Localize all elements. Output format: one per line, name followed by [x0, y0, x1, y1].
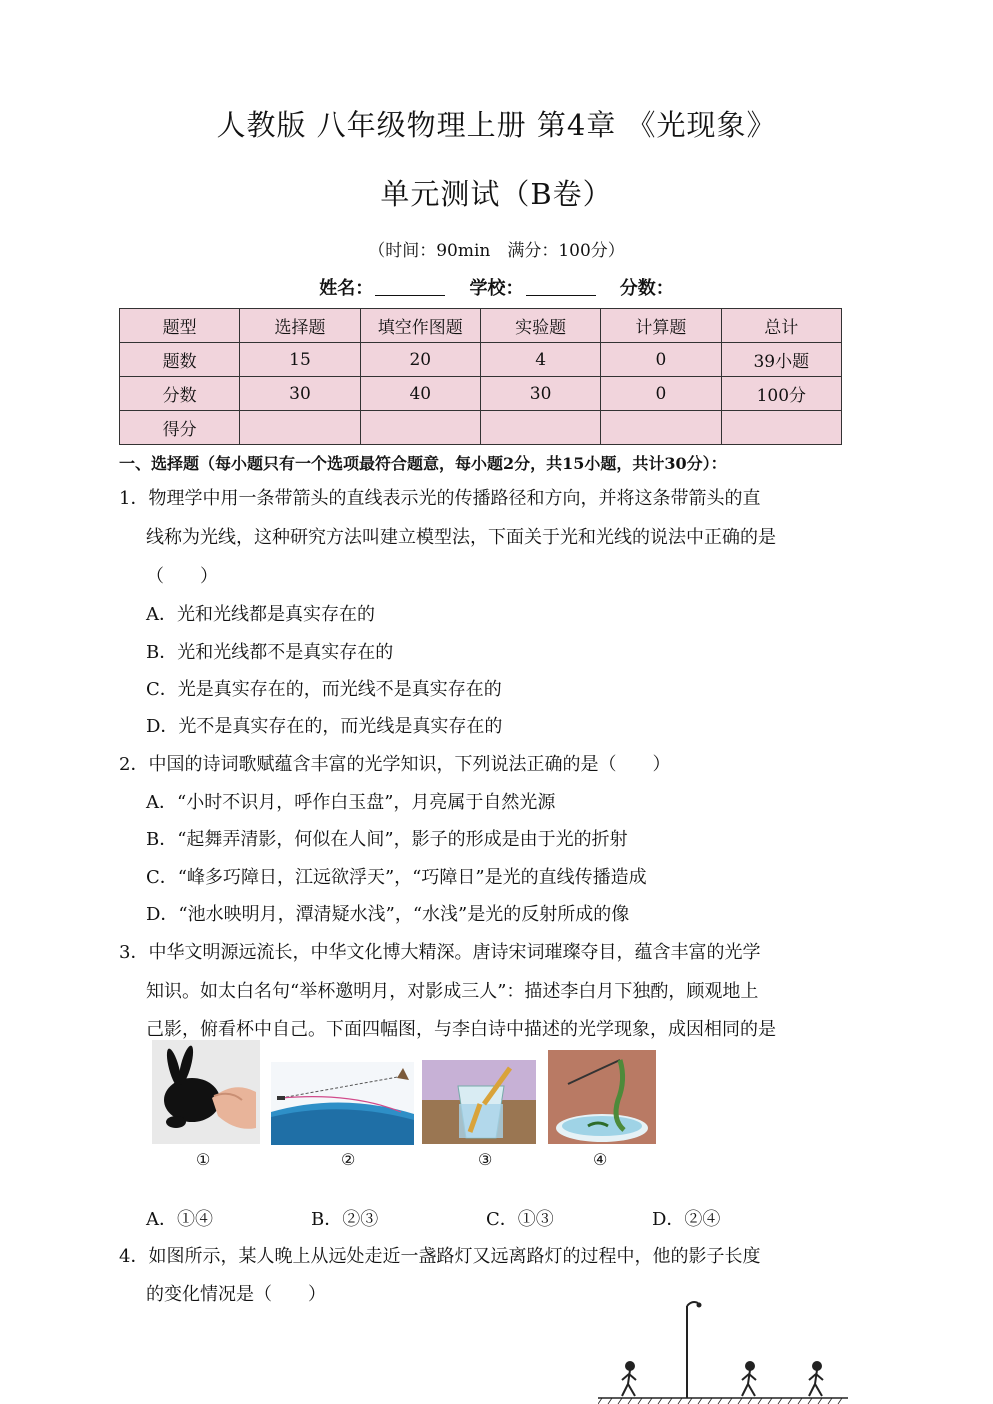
q3-option-b[interactable]: B．②③: [311, 1209, 379, 1230]
title-line-2: 单元测试（B卷）: [380, 177, 613, 211]
table-cell: 30: [480, 377, 600, 411]
table-cell: 选择题: [240, 309, 360, 343]
figure-caption-3: ③: [478, 1150, 493, 1169]
q1-option-b[interactable]: B．光和光线都不是真实存在的: [146, 642, 394, 663]
q3-option-c[interactable]: C．①③: [486, 1209, 554, 1230]
school-blank[interactable]: [526, 279, 596, 296]
score-table: [119, 308, 842, 445]
table-row: [120, 309, 842, 343]
table-row: [120, 411, 842, 445]
table-cell: 0: [601, 377, 721, 411]
table-row: [120, 377, 842, 411]
q1-stem-3: （ ）: [146, 566, 218, 587]
table-cell: 100分: [721, 377, 841, 411]
table-cell: 39小题: [721, 343, 841, 377]
table-cell: 计算题: [601, 309, 721, 343]
table-cell: 4: [480, 343, 600, 377]
score-input-cell[interactable]: [240, 411, 360, 445]
name-blank[interactable]: [375, 279, 445, 296]
walker-1: [622, 1362, 636, 1396]
q1-option-d[interactable]: D．光不是真实存在的，而光线是真实存在的: [146, 716, 503, 737]
score-input-cell[interactable]: [480, 411, 600, 445]
table-cell: 0: [601, 343, 721, 377]
q2-option-a[interactable]: A．“小时不识月，呼作白玉盘”，月亮属于自然光源: [146, 792, 556, 813]
table-cell: 实验题: [480, 309, 600, 343]
school-label: 学校：: [469, 278, 524, 299]
q1-stem-2: 线称为光线，这种研究方法叫建立模型法，下面关于光和光线的说法中正确的是: [146, 527, 776, 548]
q2-option-d[interactable]: D．“池水映明月，潭清疑水浅”，“水浅”是光的反射所成的像: [146, 904, 630, 925]
q3-stem-2: 知识。如太白名句“举杯邀明月，对影成三人”：描述李白月下独酌，顾观地上: [146, 981, 759, 1002]
walker-2: [742, 1362, 756, 1396]
q3-option-a[interactable]: A．①④: [146, 1209, 213, 1230]
q2-stem: 2．中国的诗词歌赋蕴含丰富的光学知识，下列说法正确的是（ ）: [119, 754, 671, 775]
score-input-cell[interactable]: [721, 411, 841, 445]
figure-caption-1: ①: [196, 1150, 211, 1169]
q1-option-a[interactable]: A．光和光线都是真实存在的: [146, 604, 375, 625]
walker-3: [809, 1362, 823, 1396]
figure-caption-2: ②: [341, 1150, 356, 1169]
table-cell: 题数: [120, 343, 240, 377]
fish-basin-figure: [548, 1050, 656, 1144]
q1-option-c[interactable]: C．光是真实存在的，而光线不是真实存在的: [146, 679, 502, 700]
q4-stem-2: 的变化情况是（ ）: [146, 1284, 326, 1305]
table-cell: 题型: [120, 309, 240, 343]
title-line-1: 人教版 八年级物理上册 第4章 《光现象》: [216, 108, 777, 142]
pencil-glass-figure: [422, 1060, 536, 1144]
score-input-cell[interactable]: [601, 411, 721, 445]
score-label: 分数：: [619, 278, 674, 299]
table-cell: 填空作图题: [360, 309, 480, 343]
score-input-cell[interactable]: [360, 411, 480, 445]
table-cell: 15: [240, 343, 360, 377]
table-cell: 分数: [120, 377, 240, 411]
q2-option-c[interactable]: C．“峰多巧障日，江远欲浮天”，“巧障日”是光的直线传播造成: [146, 867, 647, 888]
table-cell: 40: [360, 377, 480, 411]
table-cell: 30: [240, 377, 360, 411]
q3-stem-3: 己影，俯看杯中自己。下面四幅图，与李白诗中描述的光学现象，成因相同的是: [146, 1019, 776, 1040]
table-cell: 20: [360, 343, 480, 377]
student-info: [0, 274, 993, 300]
street-lamp-figure: [598, 1298, 848, 1404]
exam-meta: （时间：90min 满分：100分）: [368, 241, 625, 261]
q3-option-d[interactable]: D．②④: [652, 1209, 721, 1230]
q4-stem-1: 4．如图所示，某人晚上从远处走近一盏路灯又远离路灯的过程中，他的影子长度: [119, 1246, 761, 1267]
q3-stem-1: 3．中华文明源远流长，中华文化博大精深。唐诗宋词璀璨夺目，蕴含丰富的光学: [119, 942, 761, 963]
q2-option-b[interactable]: B．“起舞弄清影，何似在人间”，影子的形成是由于光的折射: [146, 829, 628, 850]
q1-stem-1: 1．物理学中用一条带箭头的直线表示光的传播路径和方向，并将这条带箭头的直: [119, 488, 761, 509]
table-cell: 得分: [120, 411, 240, 445]
name-label: 姓名：: [319, 278, 374, 299]
section-heading: 一、选择题（每小题只有一个选项最符合题意，每小题2分，共15小题，共计30分）：: [119, 454, 727, 473]
hand-shadow-figure: [152, 1040, 260, 1144]
mirage-figure: [271, 1062, 414, 1145]
table-row: [120, 343, 842, 377]
figure-caption-4: ④: [593, 1150, 608, 1169]
table-cell: 总计: [721, 309, 841, 343]
